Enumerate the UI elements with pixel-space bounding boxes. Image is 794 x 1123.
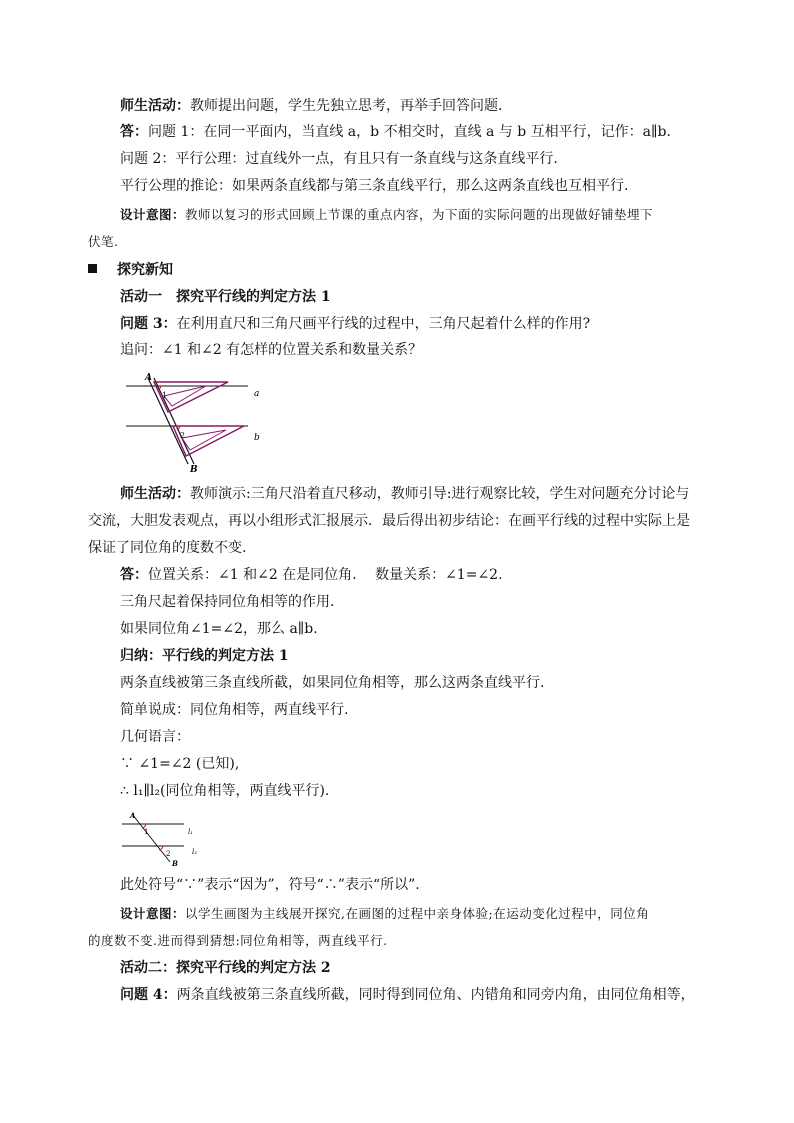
bullet-square-icon <box>88 264 97 273</box>
design-intent-1: 设计意图：教师以复习的形式回顾上节课的重点内容，为下面的实际问题的出现做好铺垫埋下 <box>120 207 654 222</box>
label-B: B <box>172 859 178 868</box>
if-corresponding-angles: 如果同位角∠1=∠2，那么 a∥b. <box>120 621 318 637</box>
therefore-line: ∴ l₁∥l₂(同位角相等，两直线平行). <box>120 783 330 799</box>
summary-title: 归纳：平行线的判定方法 1 <box>120 648 289 664</box>
parallel-lines-figure <box>118 810 218 868</box>
label-angle-2: 2 <box>166 850 171 858</box>
question-4: 问题 4：两条直线被第三条直线所截，同时得到同位角、内错角和同旁内角，由同位角相等， <box>120 987 695 1003</box>
label-A: A <box>130 811 136 820</box>
teacher-student-activity-2-line3: 保证了同位角的度数不变. <box>88 540 247 556</box>
label-l2: l₂ <box>192 848 198 856</box>
design-intent-2: 设计意图：以学生画图为主线展开探究,在画图的过程中亲身体验;在运动变化过程中，同位角 <box>120 906 650 921</box>
activity-1-title: 活动一 探究平行线的判定方法 1 <box>120 289 331 305</box>
triangle-role: 三角尺起着保持同位角相等的作用. <box>120 594 335 610</box>
parallel-axiom-corollary: 平行公理的推论：如果两条直线都与第三条直线平行，那么这两条直线也互相平行. <box>120 178 629 194</box>
label-A: A <box>145 373 152 383</box>
label-angle-1: 1 <box>162 391 168 400</box>
label-angle-2: 2 <box>180 431 186 440</box>
question-3: 问题 3：在利用直尺和三角尺画平行线的过程中，三角尺起着什么样的作用? <box>120 316 591 332</box>
angle-2-mark <box>159 846 163 850</box>
teacher-student-activity-2: 师生活动：教师演示:三角尺沿着直尺移动，教师引导:进行观察比较，学生对问题充分讨论与 <box>120 486 690 502</box>
theorem-statement: 两条直线被第三条直线所截，如果同位角相等，那么这两条直线平行. <box>120 675 545 691</box>
activity-2-title: 活动二：探究平行线的判定方法 2 <box>120 960 331 976</box>
ruler-edge <box>148 378 188 464</box>
label-a: a <box>254 389 260 399</box>
teacher-student-activity-1: 师生活动：教师提出问题，学生先独立思考，再举手回答问题． <box>120 98 512 114</box>
symbol-explanation: 此处符号“∵”表示“因为”，符号“∴”表示“所以”. <box>120 877 420 893</box>
transversal <box>132 814 170 862</box>
short-statement: 简单说成：同位角相等，两直线平行. <box>120 702 349 718</box>
design-intent-2-cont: 的度数不变.进而得到猜想:同位角相等，两直线平行. <box>88 933 388 948</box>
because-line: ∵ ∠1=∠2 (已知), <box>120 756 240 772</box>
teacher-student-activity-2-line2: 交流，大胆发表观点，再以小组形式汇报展示．最后得出初步结论：在画平行线的过程中实际上是 <box>88 513 690 529</box>
label-l1: l₁ <box>188 828 194 836</box>
section-heading: 探究新知 <box>88 261 173 279</box>
label-B: B <box>190 465 198 475</box>
label-b: b <box>254 433 260 443</box>
follow-up-question: 追问：∠1 和∠2 有怎样的位置关系和数量关系？ <box>120 342 423 358</box>
geometry-language-label: 几何语言： <box>120 729 190 745</box>
question-2-answer: 问题 2：平行公理：过直线外一点，有且只有一条直线与这条直线平行. <box>120 151 558 167</box>
design-intent-1-cont: 伏笔. <box>88 234 119 249</box>
label-angle-1: 1 <box>144 828 149 836</box>
ruler-triangle-figure <box>118 368 278 478</box>
answer-2: 答：位置关系：∠1 和∠2 在是同位角. 数量关系：∠1=∠2. <box>120 567 503 583</box>
ruler-edge-2 <box>154 378 194 464</box>
answer-1: 答：问题 1：在同一平面内，当直线 a，b 不相交时，直线 a 与 b 互相平行，记作：a∥b. <box>120 124 671 140</box>
